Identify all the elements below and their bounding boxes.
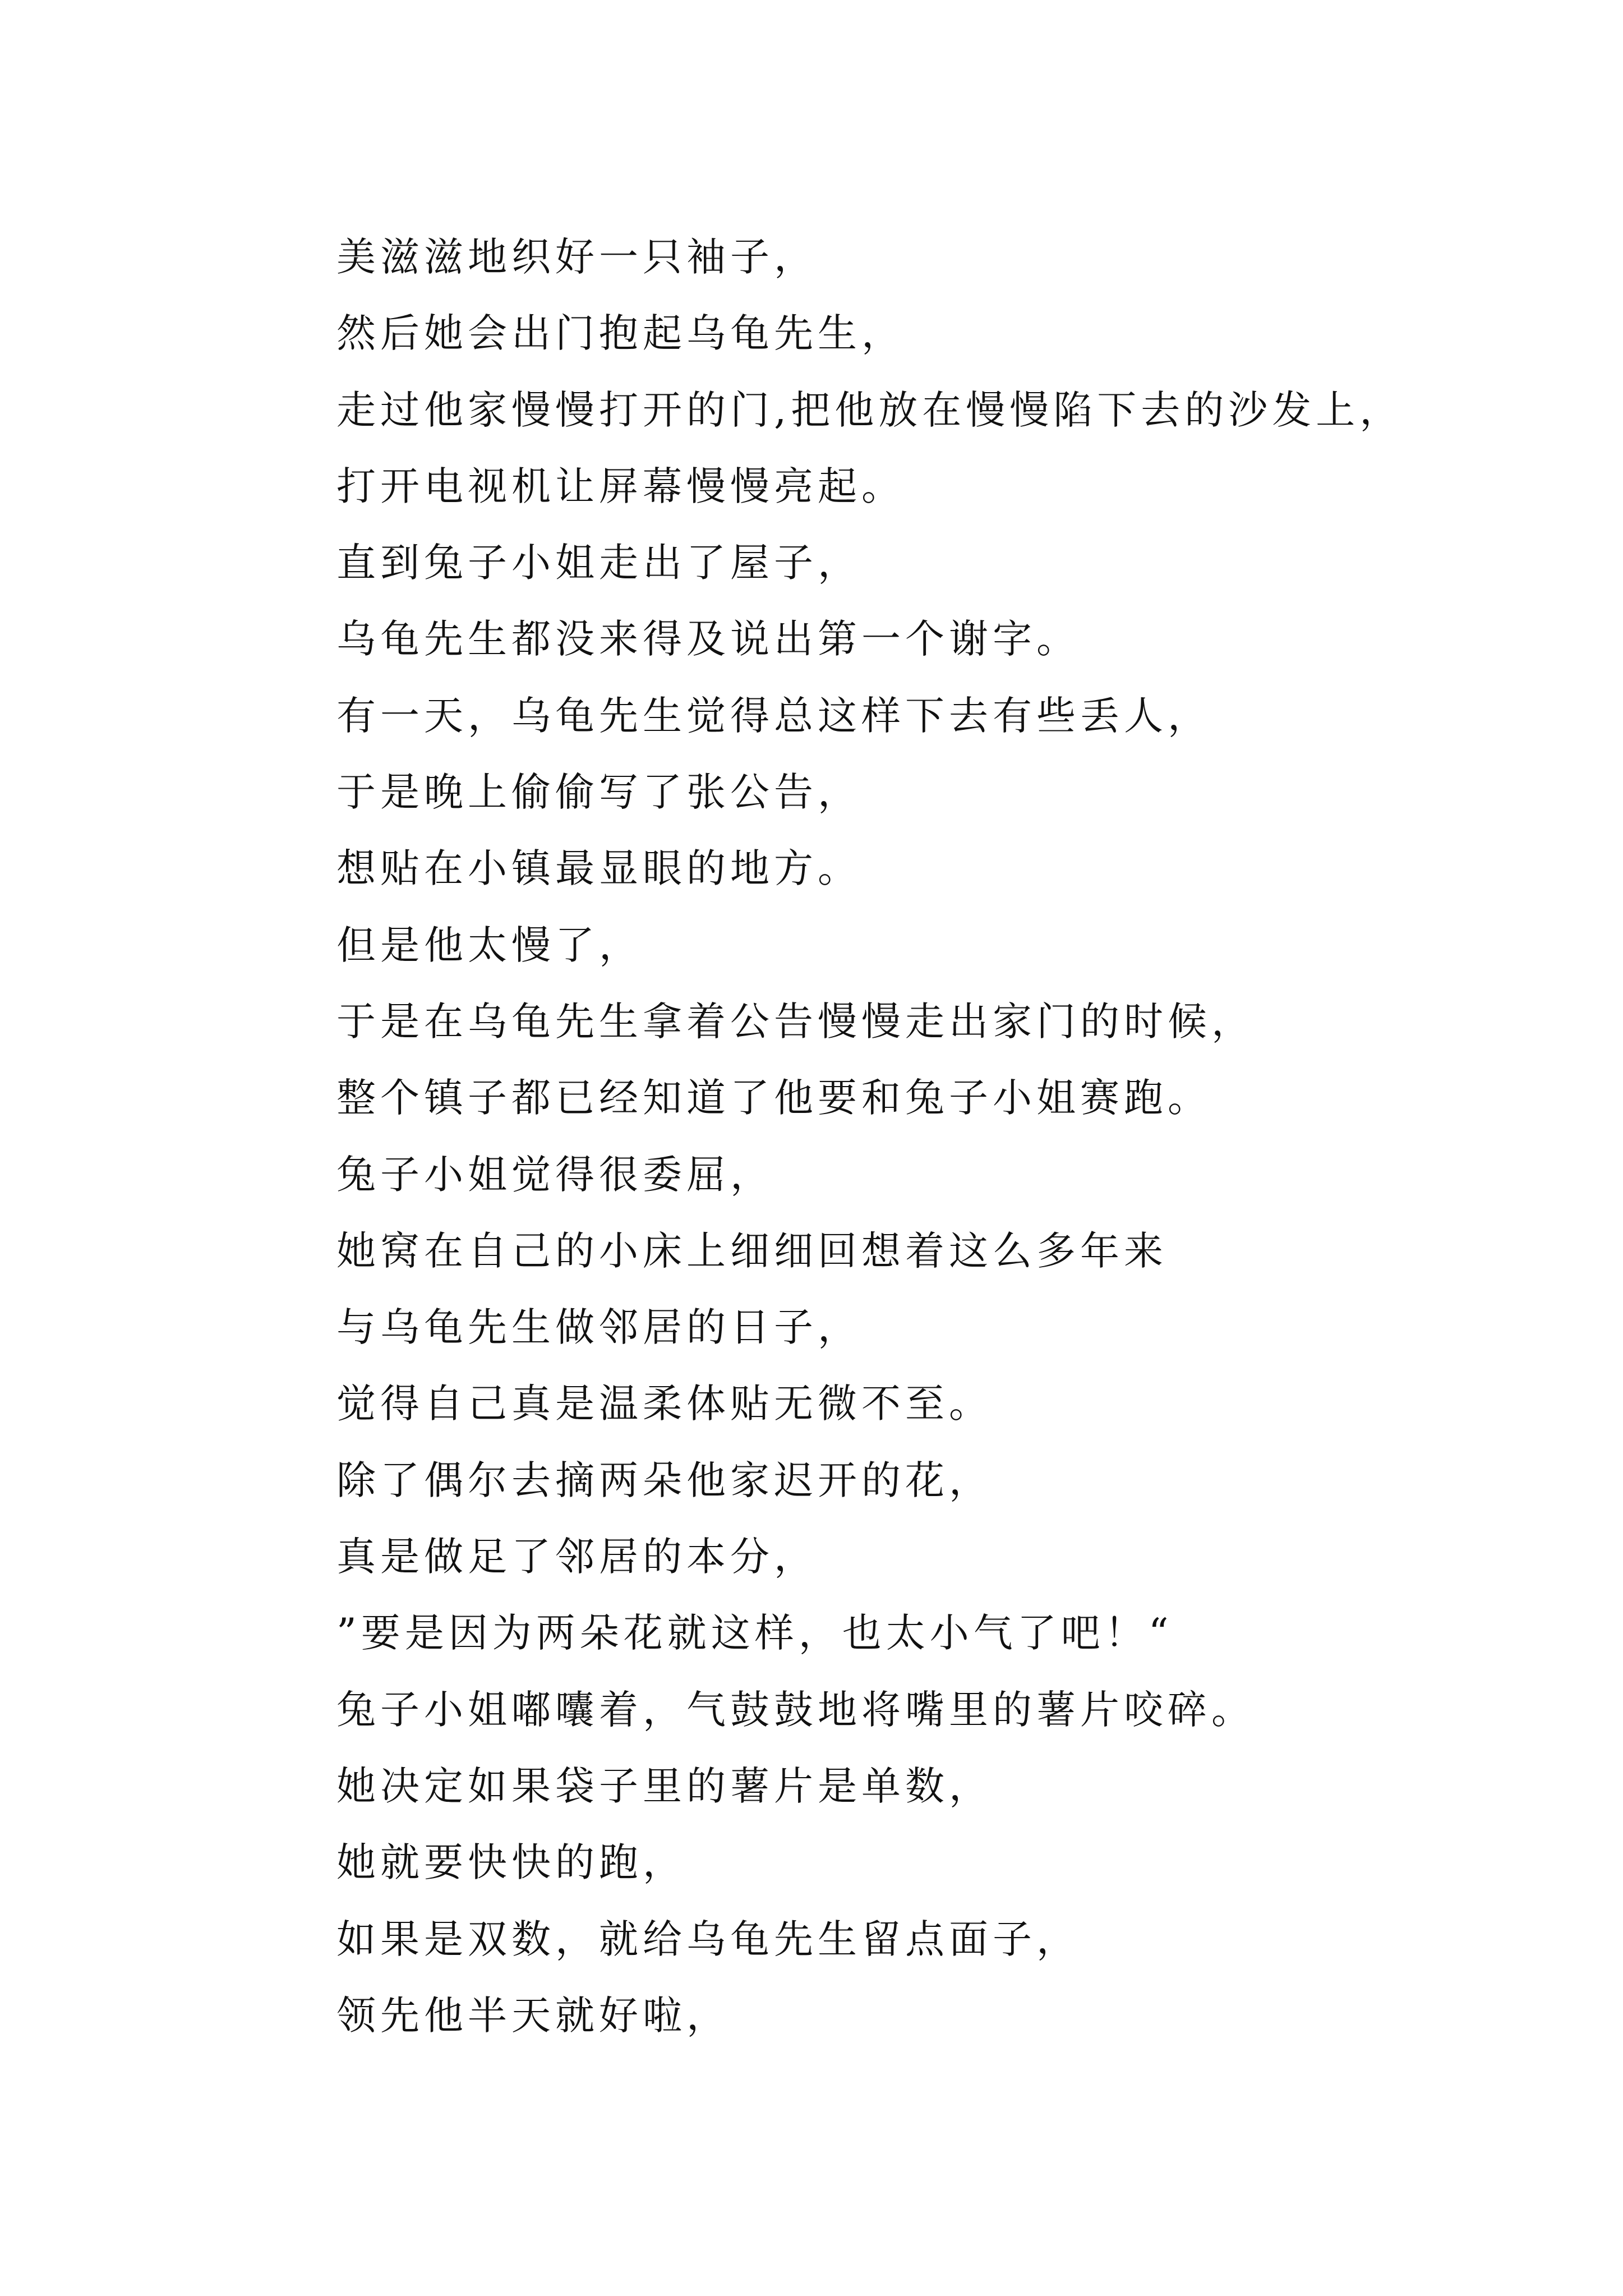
text-line: 整个镇子都已经知道了他要和兔子小姐赛跑。 (336, 1075, 1211, 1121)
text-line: 乌龟先生都没来得及说出第一个谢字。 (336, 616, 1080, 662)
text-line: 美滋滋地织好一只袖子， (336, 234, 818, 280)
text-line: 兔子小姐觉得很委屈， (336, 1151, 774, 1198)
text-line: 于是晚上偷偷写了张公告， (336, 769, 861, 816)
text-line: ”要是因为两朵花就这样，也太小气了吧！“ (336, 1610, 1173, 1657)
text-line: 她就要快快的跑， (336, 1839, 686, 1886)
story-text (336, 219, 1559, 2054)
text-line: 然后她会出门抱起乌龟先生， (336, 310, 905, 357)
text-line: 但是他太慢了， (336, 922, 643, 968)
text-line: 领先他半天就好啦， (336, 1992, 730, 2039)
text-line: 除了偶尔去摘两朵他家迟开的花， (336, 1457, 993, 1503)
text-line: 想贴在小镇最显眼的地方。 (336, 845, 861, 892)
text-line: 打开电视机让屏幕慢慢亮起。 (336, 463, 905, 509)
text-line: 觉得自己真是温柔体贴无微不至。 (336, 1381, 993, 1427)
text-line: 于是在乌龟先生拿着公告慢慢走出家门的时候， (336, 998, 1255, 1045)
text-line: 与乌龟先生做邻居的日子， (336, 1304, 861, 1351)
text-line: 真是做足了邻居的本分， (336, 1534, 818, 1580)
text-line: 兔子小姐嘟囔着，气鼓鼓地将嘴里的薯片咬碎。 (336, 1686, 1255, 1733)
text-line: 她窝在自己的小床上细细回想着这么多年来 (336, 1227, 1168, 1274)
text-line: 直到兔子小姐走出了屋子， (336, 540, 861, 586)
text-line: 走过他家慢慢打开的门,把他放在慢慢陷下去的沙发上， (336, 386, 1404, 433)
text-line: 有一天，乌龟先生觉得总这样下去有些丢人， (336, 692, 1211, 739)
text-line: 如果是双数，就给乌龟先生留点面子， (336, 1916, 1080, 1962)
text-line: 她决定如果袋子里的薯片是单数， (336, 1763, 993, 1809)
